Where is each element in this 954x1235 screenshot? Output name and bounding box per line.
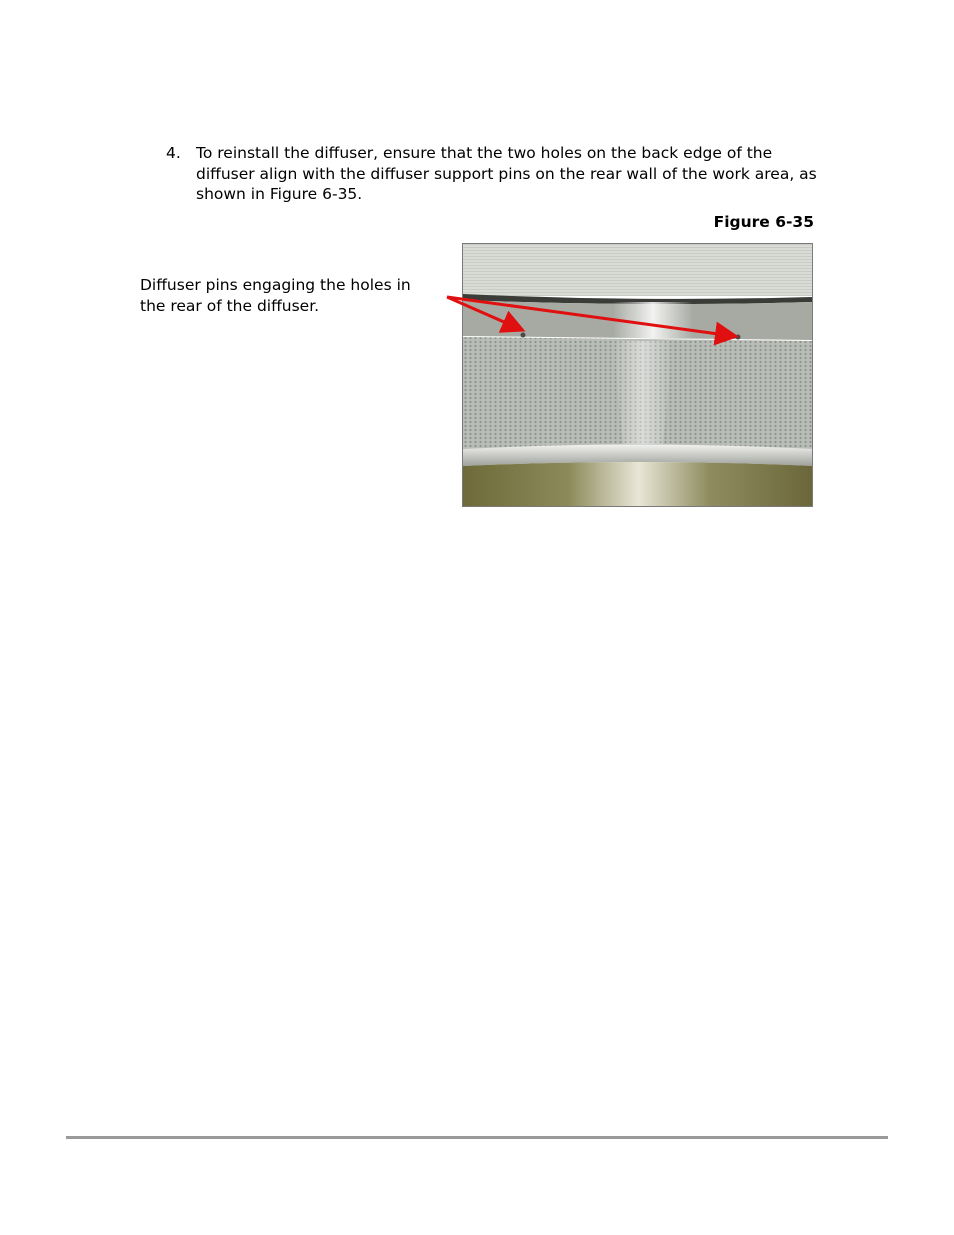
step-text: To reinstall the diffuser, ensure that the two holes on the back edge of the diffuser align with the diffuser support pins on the rear wall of the work area, as shown in Figure 6-35. [196,144,817,203]
footer-divider [66,1136,888,1139]
step-number: 4. [166,144,181,162]
figure-callout: Diffuser pins engaging the holes in the rear of the diffuser. [140,276,411,315]
figure-label: Figure 6-35 [713,213,814,231]
diffuser-photo-illustration [463,244,813,507]
diffuser-photo [462,243,813,507]
instruction-step [166,143,826,205]
